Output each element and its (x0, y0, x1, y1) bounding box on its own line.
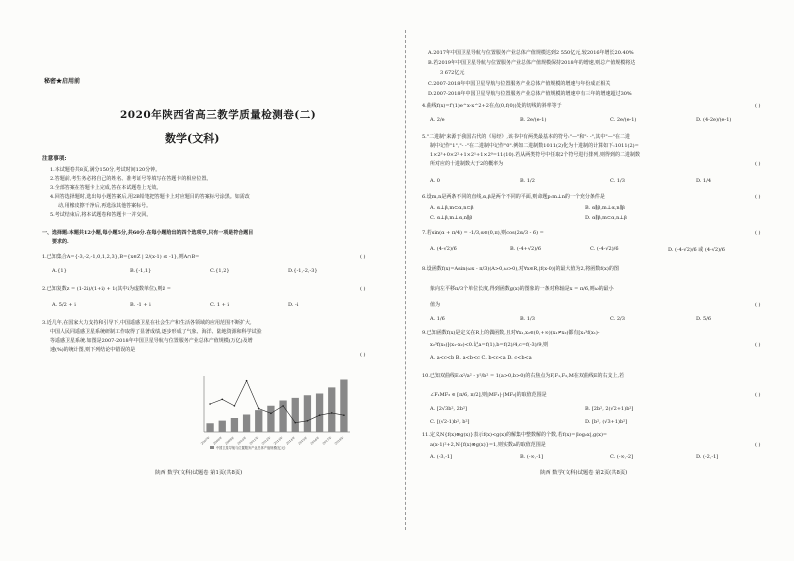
question-5-line2: 制中记作"1","- -"在二进制中记作"0".例如二进制数1011(2)化为十进制的计算如下:1011(2)= (430, 143, 639, 149)
tick-label: 2013年 (273, 435, 284, 446)
tick-label: 2018年 (333, 435, 345, 446)
note-1: 1.本试题卷共8页,满分150分,考试时间120分钟。 (50, 167, 161, 173)
question-3-line2: 中国人民同遥感卫星系统研制工作取得了显著成绩,逐步形成了气象、海洋、陆地资源和科学试验 (50, 329, 262, 335)
answer-bracket: ( ) (755, 342, 761, 348)
note-3: 3.全部答案在答题卡上完成,答在本试题卷上无效。 (50, 185, 162, 191)
page-divider (405, 30, 407, 530)
page-footer-left: 陕西 数学(文科)试题卷 第1页(共8页) (155, 470, 243, 476)
q5-option-b: B. 1/2 (520, 178, 535, 184)
q6-option-c: C. α⊥β,m⊥α,n∥β (430, 215, 473, 221)
q6-option-b: B. α∥β,m⊥α,n∥β (585, 205, 625, 211)
tick-label: 2017年 (321, 435, 333, 446)
legend-label: 中国卫星导航与位置服务产业总体产值规模(亿元) (216, 446, 286, 450)
growth-point (258, 408, 260, 410)
question-8-line2: 象向左平移π/3个单位长度,得到函数g(x)的图象的一条对称轴是x = π/6,则ω的最小 (430, 286, 614, 292)
growth-point (221, 399, 223, 401)
q5-option-a: A. 0 (430, 178, 440, 184)
q10-option-a: A. [2√3b², 2b²] (430, 406, 468, 412)
tick-label: 2012年 (260, 435, 272, 446)
question-11-line1: 11.定义N{f(x)⊗g(x)}表示f(x)<g(x)的解集中整数解的个数,若f(x)=|log₂x|,g(x)= (422, 432, 608, 438)
answer-bracket: ( ) (360, 352, 366, 358)
growth-line (210, 381, 344, 423)
question-11-line2: a(x-1)²+2,N{f(x)⊗g(x)}=1,则实数a的取值范围是 (430, 442, 546, 448)
q4-option-b: B. 2e/(e-1) (520, 117, 547, 123)
bar (206, 423, 213, 432)
q2-option-b: B. -1 + i (130, 302, 151, 308)
growth-point (209, 403, 211, 405)
q10-option-b: B. [2b², 2(√2+1)b²] (585, 406, 634, 412)
tick-label: 2011年 (248, 435, 260, 446)
q6-option-a: A. α⊥β,m⊂α,n⊂β (430, 205, 474, 211)
q7-option-c: C. (-4-√2)/6 (590, 246, 619, 252)
note-5: 5.考试结束后,将本试题卷和答题卡一并交回。 (50, 212, 152, 218)
question-9-line2: x₂³f(x₂)](x₁-x₂)<0.记a=f(1),b=f(2)/4,c=f(-3)/9,则 (430, 342, 549, 348)
q8-option-a: A. 1/6 (430, 316, 445, 322)
notes-title: 注意事项: (42, 156, 67, 162)
q10-option-d: D. [b², (√3+1)b²] (585, 419, 628, 425)
q1-option-d: D.{-1,-2,-3} (288, 268, 318, 274)
question-10-line2: ∠F₁MF₂ ∈ [π/6, π/2],则|MF₁|·|MF₂|的取值范围是 (430, 392, 547, 398)
q3-option-b: B.若2019年中国卫星导航与位置服务产业总体产值规模保持2018年的增速,则总产值规模将达 (428, 60, 636, 66)
legend-swatch (210, 446, 214, 449)
growth-point (282, 405, 284, 407)
q11-option-c: C. (-∞,-2] (610, 454, 634, 460)
q10-option-c: C. [(√2-1)b², b²] (430, 419, 470, 425)
growth-point (331, 412, 333, 414)
tick-label: 2008年 (212, 435, 223, 446)
answer-bracket: ( ) (360, 254, 366, 260)
growth-point (307, 420, 309, 422)
question-6: 6.设m,n是两条不同的直线,α,β是两个不同的平面,则命题p:m⊥n的一个充分条件是 (422, 194, 605, 200)
growth-point (294, 422, 296, 424)
bar (267, 406, 274, 432)
tick-label: 2009年 (224, 435, 236, 446)
q1-option-b: B.{-1,1} (130, 268, 152, 274)
q2-option-c: C. 1 + i (210, 302, 229, 308)
q4-option-c: C. 2e/(e-1) (610, 117, 637, 123)
question-8-line3: 值为 (430, 302, 441, 308)
q3-option-c: C.2007-2018年中国卫星导航与位置服务产业总体产值规模的增速与年份成正相关 (428, 81, 611, 87)
tick-label: 2010年 (236, 435, 248, 446)
q3-option-b-cont: 3 672亿元 (440, 70, 465, 76)
bar (243, 415, 250, 433)
q11-option-b: B. (-∞,-1] (520, 454, 544, 460)
q4-option-d: D. (4-2e)/(e-1) (696, 117, 732, 123)
page-footer-right: 陕西 数学(文科)试题卷 第2页(共8页) (540, 470, 628, 476)
growth-point (343, 414, 345, 416)
tick-label: 2014年 (285, 435, 296, 446)
q8-option-c: C. 2/3 (610, 316, 625, 322)
q3-option-a: A.2017年中国卫星导航与位置服务产业总体产值规模达到2 550亿元,较2016年增长20.40% (428, 50, 634, 56)
q2-option-a: A. 5/2 + i (52, 302, 76, 308)
note-2: 2.答题前,考生务必将自己的姓名、准考证号等填写在答题卡的相应位置。 (50, 176, 212, 182)
question-7: 7.若sin(α + π/4) = -1/3,α∈(0,π),则cos(2α/3 - 6) = (422, 230, 544, 236)
bar (255, 410, 262, 432)
tick-label: 2016年 (309, 435, 321, 446)
industry-chart (190, 370, 358, 454)
question-3-line3: 等遥感卫星系统.如图是2007-2018年中国卫星导航与位置服务产业总体产值规模(万亿)及增 (50, 338, 253, 344)
answer-bracket: ( ) (755, 103, 761, 109)
q6-option-d: D. α∥β,m⊂α,n⊥β (585, 215, 627, 221)
bar (340, 380, 347, 433)
q5-option-c: C. 1/3 (610, 178, 625, 184)
tick-label: 2007年 (200, 435, 211, 446)
answer-bracket: ( ) (755, 161, 761, 167)
section-heading: 一、选择题:本题共12小题,每小题5分,共60分.在每小题给出的四个选项中,只有一项是符合题目 (42, 230, 254, 236)
q11-option-a: A. (-3,-1] (430, 454, 453, 460)
question-9-line1: 9.已知函数f(x)是定义在R上的偶函数,且对∀x₁,x₂∈(0,+∞)(x₁≠x₂)都有[x₁³f(x₁)- (422, 330, 600, 336)
question-3-line4: 速(%)的统计图,则下列结论中错误的是 (50, 347, 136, 353)
bar (292, 398, 299, 432)
answer-bracket: ( ) (755, 302, 761, 308)
question-9-options: A. a<c<b B. a<b<c C. b<c<a D. c<b<a (430, 355, 532, 361)
answer-bracket: ( ) (360, 286, 366, 292)
q5-option-d: D. 1/4 (696, 178, 712, 184)
q7-option-a: A. (4-√2)/6 (430, 246, 457, 252)
q11-option-d: D. (-2,-1] (696, 454, 719, 460)
answer-bracket: ( ) (755, 230, 761, 236)
bar (328, 387, 335, 432)
growth-point (319, 414, 321, 416)
q8-option-b: B. 1/3 (520, 316, 535, 322)
q1-option-c: C.{1,2} (210, 268, 230, 274)
answer-bracket: ( ) (755, 442, 761, 448)
growth-point (270, 413, 272, 415)
secret-label: 秘密★启用前 (44, 78, 81, 85)
question-3-line1: 3.近几年,在国家大力支持和引导下,中国遥感卫星在社会生产和生活各领域的应用范围不断扩大, (42, 320, 252, 326)
exam-subject: 数学(文科) (165, 132, 220, 145)
bar (316, 394, 323, 433)
question-5-line4: 所对应的十进制数大于2的概率为 (430, 161, 504, 167)
exam-title: 2020年陕西省高三教学质量检测卷(二) (120, 109, 317, 121)
tick-label: 2015年 (297, 435, 309, 446)
section-heading-2: 要求的. (52, 239, 69, 245)
note-4: 4.回答选择题时,选出每小题答案后,用2B铅笔把答题卡上对应题目的答案标号涂黑。如需改 (50, 194, 250, 200)
growth-point (246, 380, 248, 382)
q3-option-d: D.2007-2018年中国卫星导航与位置服务产业总体产值规模的增速中有三年的增速超过30% (428, 91, 632, 97)
answer-bracket: ( ) (755, 392, 761, 398)
note-4b: 动,用橡皮擦干净后,再选涂其他答案标号。 (58, 203, 152, 209)
growth-point (234, 405, 236, 407)
question-1: 1.已知集合A={-3,-2,-1,0,1,2,3},B={x∈Z | 2/(x-1) ≤ -1},则A∩B= (42, 254, 200, 260)
question-8-line1: 8.设函数f(x)=Asin(ωx - π/3)(A>0,ω>0),对∀x∈R,|f(x-0)|的最大值为2,将函数f(x)的图 (422, 266, 619, 272)
q4-option-a: A. 2/e (430, 117, 445, 123)
question-5-line1: 5."二进制"来源于我国古代的《易经》,该书中有两类最基本的符号:"—"和"- -",其中"—"在二进 (422, 134, 631, 140)
question-4: 4.曲线f(x)=f'(1)e^x-x^2+2在点(0,f(0))处的切线的斜率等于 (422, 103, 562, 109)
q7-option-b: B. (-4+√2)/6 (510, 246, 542, 252)
bar (231, 418, 238, 432)
q8-option-d: D. 5/6 (696, 316, 712, 322)
q2-option-d: D. -i (288, 302, 299, 308)
question-2: 2.已知复数z = (1-2i)/(1+i) + 1(其中i为虚数单位),则z̄ = (42, 286, 171, 292)
bar (219, 421, 226, 432)
answer-bracket: ( ) (755, 194, 761, 200)
bar (304, 395, 311, 432)
q7-option-d: D. (-4-√2)/6 或 (4-√2)/6 (668, 247, 725, 253)
q1-option-a: A.{1} (52, 268, 67, 274)
question-10-line1: 10.已知双曲线E:x²/a² - y²/b² = 1(a>0,b>0)的右焦点为F,F₁,F₂,M在双曲线E的右支上,若 (422, 373, 625, 379)
question-5-line3: 1×2³+0×2²+1×2¹+1×2⁰=11(10).若从两类符号中任取2个符号进行排列,则得到的二进制数 (430, 152, 640, 158)
